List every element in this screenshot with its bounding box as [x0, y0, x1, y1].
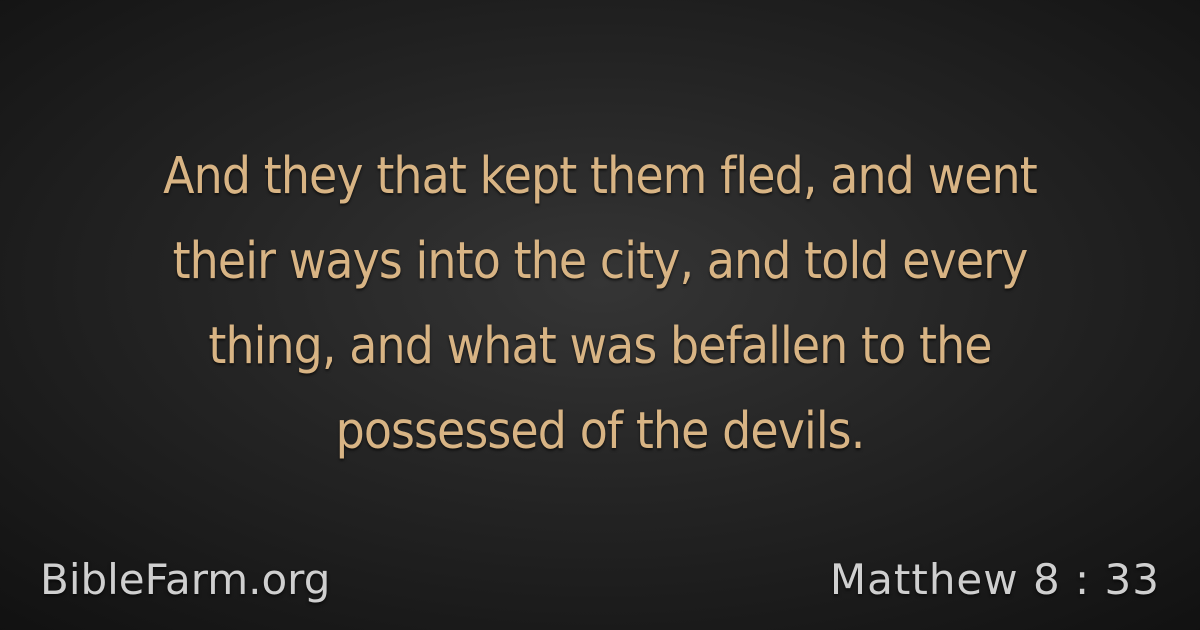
site-name: BibleFarm.org: [40, 555, 331, 604]
verse-line: their ways into the city, and told every: [172, 232, 1028, 291]
verse-text: [114, 134, 1086, 474]
verse-line: possessed of the devils.: [335, 402, 865, 461]
verse-line: thing, and what was befallen to the: [208, 317, 992, 376]
verse-reference: Matthew 8 : 33: [829, 555, 1160, 604]
verse-line: And they that kept them fled, and went: [163, 147, 1037, 206]
